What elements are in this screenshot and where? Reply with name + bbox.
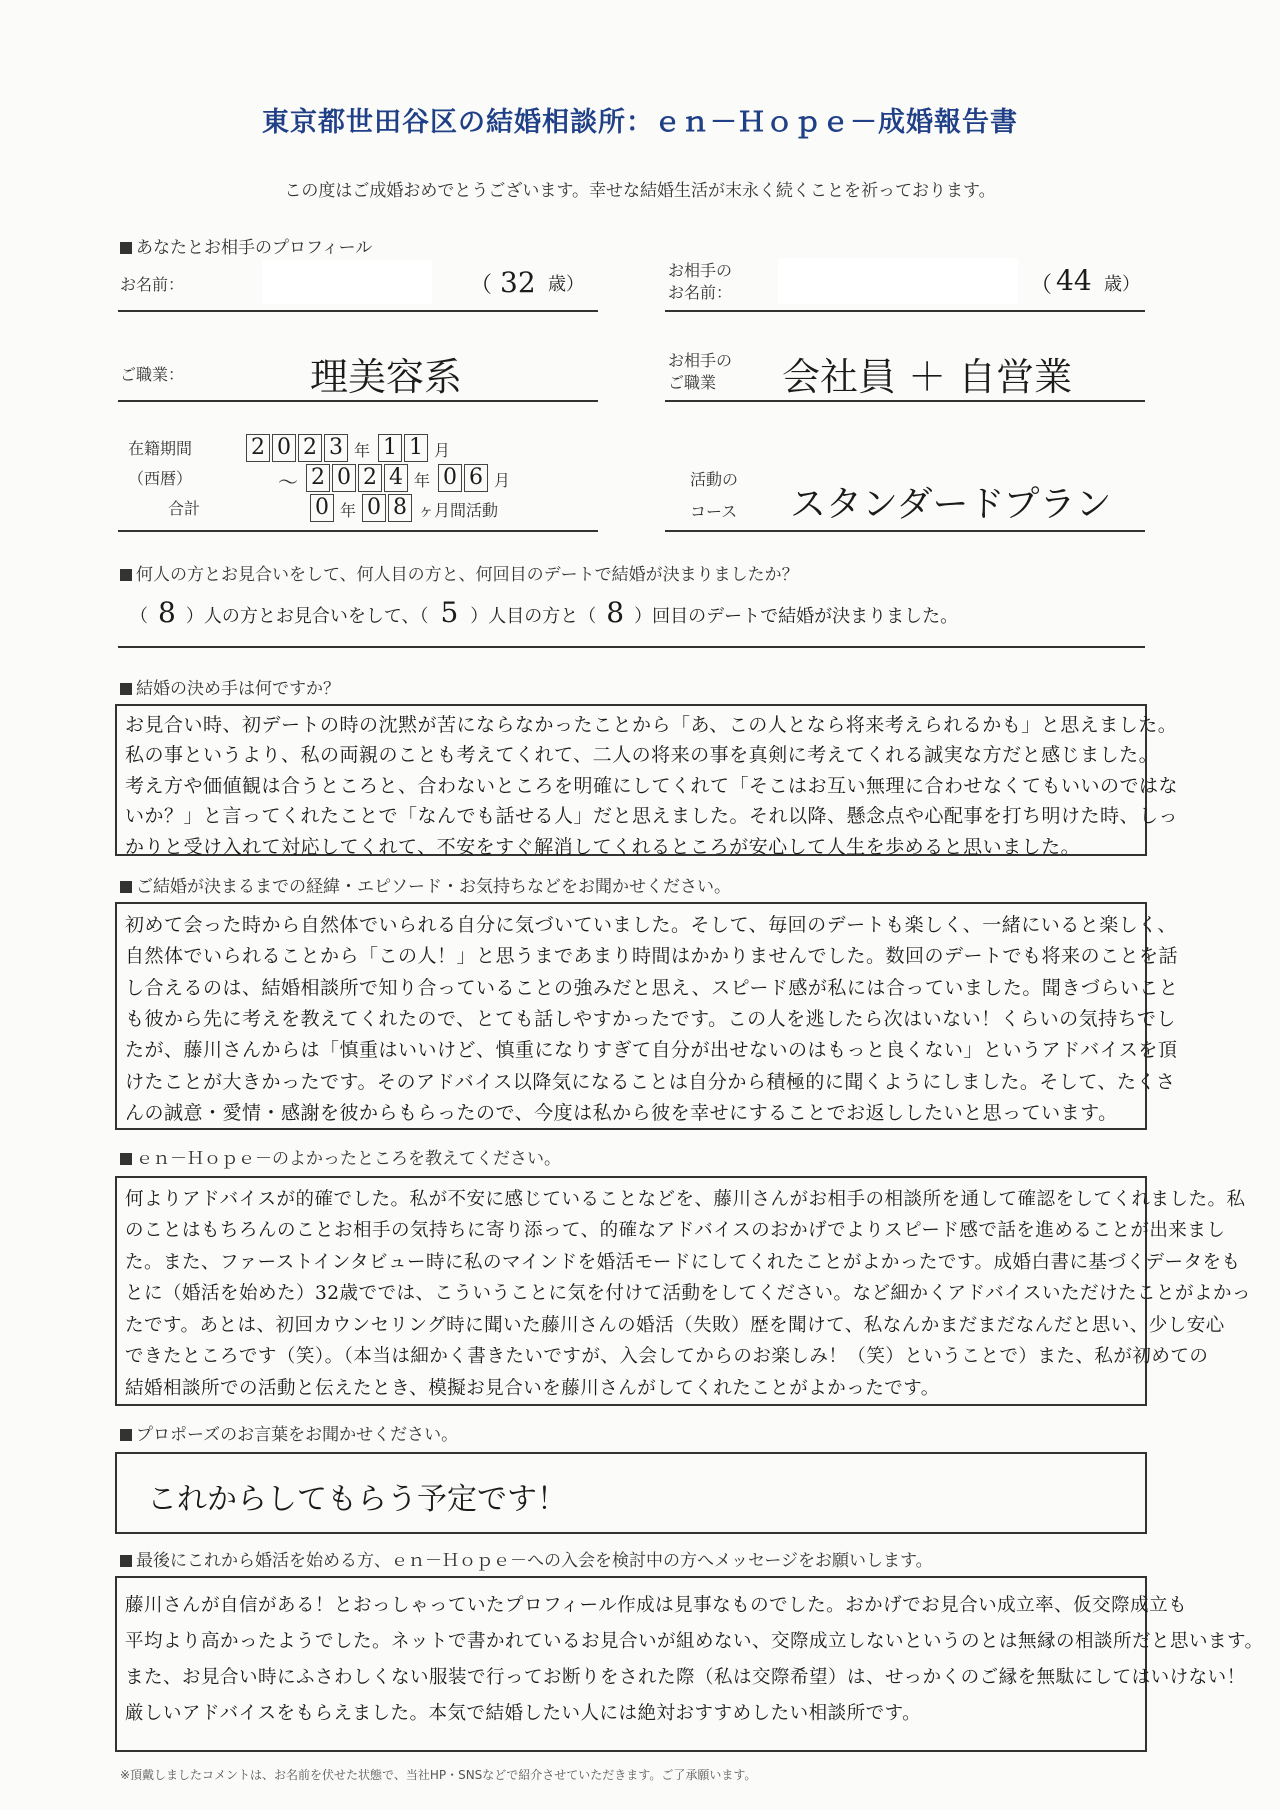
total-year-digit: 0 [310, 494, 334, 522]
greeting-text: この度はご成婚おめでとうございます。幸せな結婚生活が末永く続くことを祈っております。 [284, 181, 996, 201]
message-line: 厳しいアドバイスをもらえました。本気で結婚したい人には絶対おすすめしたい相談所です。 [125, 1703, 922, 1725]
total-suffix: ヶ月間活動 [418, 501, 499, 520]
document-title: 東京都世田谷区の結婚相談所：ｅｎ－Ｈｏｐｅ－成婚報告書 [262, 107, 1018, 138]
partner-name-label: お相手の お名前： [668, 261, 733, 302]
job-label: ご職業： [120, 365, 185, 384]
message-heading: 最後にこれから婚活を始める方、ｅｎ－Ｈｏｐｅ－への入会を検討中の方へメッセージをお願いします。 [120, 1546, 933, 1571]
episode-heading: ご結婚が決まるまでの経緯・エピソード・お気持ちなどをお聞かせください。 [120, 872, 731, 897]
end-year-unit: 年 [414, 471, 431, 490]
total-month-digit: 0 [362, 494, 386, 522]
start-year-unit: 年 [354, 441, 371, 460]
message-line: 平均より高かったようでした。ネットで書かれているお見合いが組めない、交際成立しないというのとは無縁の相談所だと思います。 [125, 1631, 1264, 1653]
proposal-box [115, 1452, 1147, 1534]
start-year-digit: 2 [246, 434, 270, 462]
episode-line: し合えるのは、結婚相談所で知り合っていることの強みだと思え、スピード感が私には合っていました。聞きづらいこと [125, 976, 1179, 999]
decisive-line: 私の事というより、私の両親のことも考えてくれて、二人の将来の事を真剣に考えてくれる誠実な方だと感じました。 [125, 744, 1159, 767]
decisive-line: 考え方や価値観は合うところと、合わないところを明確にしてくれて「そこはお互い無理に合わせなくてもいいのではな [125, 774, 1179, 797]
redacted-name [262, 260, 432, 304]
meetings-answer: （ 8 ）人の方とお見合いをして、（ 5 ）人目の方と（ 8 ）回目のデートで結婚が決まりました。 [130, 596, 959, 629]
meetings-count-people: 8 [158, 596, 176, 629]
end-year-digit: 2 [358, 464, 382, 492]
episode-line: けたことが大きかったです。そのアドバイス以降気になることは自分から積極的に聞くようにしました。そして、たくさ [125, 1070, 1176, 1093]
episode-lines [125, 910, 1179, 1129]
end-month-unit: 月 [494, 471, 511, 490]
period-underline [118, 530, 598, 532]
good-points-heading: ｅｎ－Ｈｏｐｅ－のよかったところを教えてください。 [120, 1144, 561, 1169]
start-month-unit: 月 [434, 441, 451, 460]
footnote: ※頂戴しましたコメントは、お名前を伏せた状態で、当社HP・SNSなどで紹介させていただきます。ご了承願います。 [120, 1768, 757, 1782]
meetings-question: 何人の方とお見合いをして、何人目の方と、何回目のデートで結婚が決まりましたか？ [120, 560, 799, 585]
episode-box [115, 902, 1179, 1130]
course-label: 活動の コース [690, 470, 739, 521]
message-lines [125, 1588, 1264, 1732]
decisive-heading: 結婚の決め手は何ですか？ [120, 674, 340, 699]
end-year-digit: 0 [332, 464, 356, 492]
age-open: （ [470, 273, 493, 298]
end-month-digit: 0 [438, 464, 462, 492]
period-labels: 在籍期間 （西暦） 合計 [128, 439, 201, 518]
episode-line: 自然体でいられることから「この人！」と思うまであまり時間はかかりませんでした。数回のデートでも将来のことを話 [125, 945, 1179, 968]
good-points-line: た。また、ファーストインタビュー時に私のマインドを婚活モードにしてくれたことがよかったです。成婚白書に基づくデータをも [125, 1251, 1241, 1273]
job-underline [118, 400, 598, 402]
decisive-lines [125, 710, 1179, 862]
meetings-count-person: 5 [440, 596, 459, 629]
age-unit: 歳） [548, 274, 584, 295]
meetings-count-date: 8 [606, 596, 625, 629]
episode-line: たが、藤川さんからは「慎重はいいけど、慎重になりすぎて自分が出せないのはもっと良くない」というアドバイスを頂 [125, 1039, 1178, 1062]
proposal-heading: プロポーズのお言葉をお聞かせください。 [120, 1420, 458, 1445]
good-points-line: のことはもちろんのことお相手の気持ちに寄り添って、的確なアドバイスのおかげでよりスピード感で話を進めることが出来まし [125, 1220, 1226, 1242]
episode-line: も彼から先に考えを教えてくれたので、とても話しやすかったです。この人を逃したら次はいない！くらいの気持ちでし [125, 1008, 1176, 1031]
profile-heading: あなたとお相手のプロフィール [120, 233, 372, 258]
start-year-digit: 3 [324, 434, 348, 462]
end-year-digit: 4 [384, 464, 408, 492]
name-label: お名前： [120, 275, 185, 294]
good-points-line: 結婚相談所での活動と伝えたとき、模擬お見合いを藤川さんがしてくれたことがよかったです。 [125, 1377, 940, 1399]
episode-line: 初めて会った時から自然体でいられる自分に気づいていました。そして、毎回のデートも楽しく、一緒にいると楽しく、 [125, 914, 1177, 936]
decisive-line: いか？」と言ってくれたことで「なんでも話せる人」だと思えました。それ以降、懸念点や心配事を打ち明けた時、しっ [125, 805, 1179, 828]
course-underline [665, 530, 1145, 532]
partner-name-underline [665, 310, 1145, 312]
partner-age-unit: 歳） [1104, 274, 1140, 295]
meetings-underline [118, 646, 1145, 648]
episode-line: んの誠意・愛情・感謝を彼からもらったので、今度は私から彼を幸せにすることでお返ししたいと思っています。 [125, 1102, 1118, 1125]
decisive-line: かりと受け入れて対応してくれて、不安をすぐ解消してくれるところが安心して人生を歩めると思いました。 [125, 835, 1081, 858]
start-year-digit: 0 [272, 434, 296, 462]
redacted-partner-name [778, 258, 1018, 304]
good-points-line: とに（婚活を始めた）32歳ででは、こういうことに気を付けて活動をしてください。など細かくアドバイスいただけたことがよかっ [125, 1283, 1251, 1305]
start-month-digit: 1 [404, 434, 428, 462]
partner-age-value: 44 [1056, 264, 1092, 297]
proposal-text: これからしてもらう予定です！ [147, 1482, 567, 1517]
good-points-line: たです。あとは、初回カウンセリング時に聞いた藤川さんの婚活（失敗）歴を聞けて、私なんかまだまだなんだと思い、少し安心 [125, 1314, 1225, 1336]
partner-job-value: 会社員 ＋ 自営業 [782, 355, 1073, 399]
partner-job-label: お相手の ご職業 [668, 351, 733, 392]
good-points-box [115, 1176, 1251, 1406]
end-month-digit: 6 [464, 464, 488, 492]
age-value: 32 [500, 266, 536, 299]
partner-job-underline [665, 400, 1145, 402]
message-box [115, 1576, 1264, 1752]
end-year-digit: 2 [306, 464, 330, 492]
good-points-line: 何よりアドバイスが的確でした。私が不安に感じていることなどを、藤川さんがお相手の相談所を通して確認をしてくれました。私 [125, 1189, 1246, 1210]
message-line: 藤川さんが自信がある！とおっしゃっていたプロフィール作成は見事なものでした。おかげでお見合い成立率、仮交際成立も [125, 1595, 1188, 1616]
period-tilde: ～ [278, 470, 298, 494]
partner-age-open: （ [1030, 273, 1053, 298]
total-month-digit: 8 [388, 494, 412, 522]
decisive-line: お見合い時、初デートの時の沈黙が苦にならなかったことから「あ、この人となら将来考えられるかも」と思えました。 [125, 714, 1178, 736]
start-month-digit: 1 [378, 434, 402, 462]
start-year-digit: 2 [298, 434, 322, 462]
total-year-unit: 年 [340, 501, 357, 520]
good-points-lines [125, 1184, 1251, 1404]
good-points-line: できたところです（笑）。（本当は細かく書きたいですが、入会してからのお楽しみ！（笑）ということで）また、私が初めての [125, 1346, 1209, 1368]
course-value: スタンダードプラン [790, 484, 1112, 525]
decisive-box [115, 704, 1179, 858]
job-value: 理美容系 [310, 355, 463, 399]
name-underline [118, 310, 598, 312]
message-line: また、お見合い時にふさわしくない服装で行ってお断りをされた際（私は交際希望）は、せっかくのご縁を無駄にしてはいけない！ [125, 1667, 1246, 1689]
